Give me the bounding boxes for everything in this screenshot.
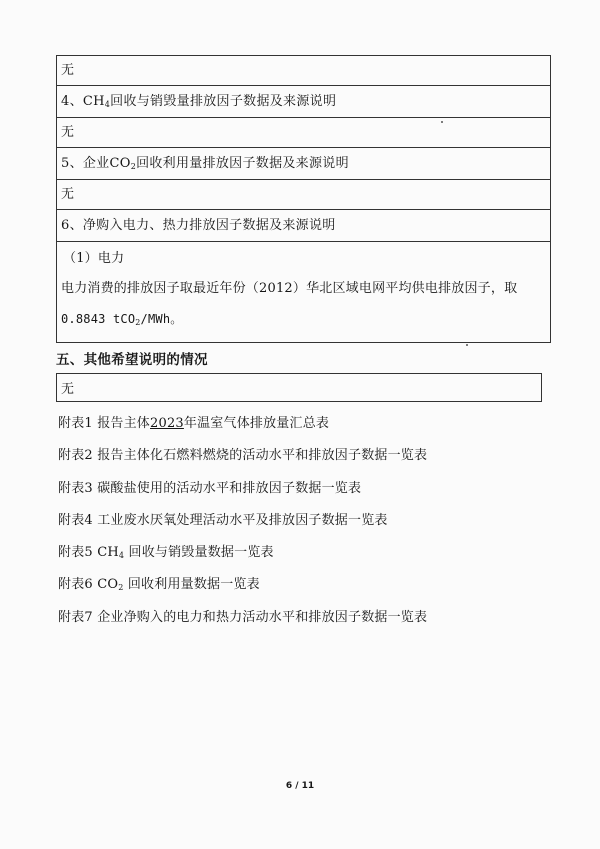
appendix-item-2: 附表2 报告主体化石燃料燃烧的活动水平和排放因子数据一览表 [58, 448, 428, 464]
table-heading-row [57, 210, 550, 242]
value-text: 无 [61, 125, 75, 140]
data-source-table [56, 55, 551, 343]
appendix-item-6 [58, 569, 558, 601]
item-value [61, 304, 546, 334]
subscript: 4 [104, 99, 111, 109]
table-heading-row [57, 86, 550, 118]
subscript: 4 [118, 551, 125, 561]
appendix-list [58, 408, 558, 634]
appendix-item-4: 附表4 工业废水厌氧处理活动水平及排放因子数据一览表 [58, 512, 388, 528]
section-title: 五、其他希望说明的情况 [56, 352, 208, 368]
table-row [57, 180, 550, 210]
section-value-box [56, 373, 542, 402]
appendix-text: 年温室气体排放量汇总表 [183, 416, 330, 431]
subscript: 2 [130, 161, 137, 171]
scan-speck [466, 344, 468, 346]
table-row [57, 56, 550, 86]
electricity-description-cell [57, 242, 550, 343]
page-number: 6 / 11 [285, 781, 315, 791]
appendix-item-5 [58, 537, 558, 569]
item-label: （1）电力 [63, 251, 125, 266]
appendix-year: 2023 [150, 416, 184, 431]
value-text: 无 [61, 63, 75, 78]
heading-co2 [61, 157, 349, 171]
subscript: 2 [118, 583, 124, 593]
value-text: 无 [61, 382, 75, 397]
appendix-text: 回收利用量数据一览表 [123, 577, 260, 593]
heading-text: 4、CH [61, 93, 105, 109]
appendix-item-1 [58, 408, 558, 440]
appendix-item-3: 附表3 碳酸盐使用的活动水平和排放因子数据一览表 [58, 480, 362, 496]
subscript: 2 [135, 318, 141, 327]
appendix-item-7: 附表7 企业净购入的电力和热力活动水平和排放因子数据一览表 [58, 609, 428, 625]
appendix-text: 附表1 报告主体 [58, 416, 151, 431]
scan-speck [441, 121, 443, 123]
value-number: 0.8843 tCO [61, 312, 136, 326]
heading-text: 6、净购入电力、热力排放因子数据及来源说明 [61, 218, 336, 233]
heading-text: 回收利用量排放因子数据及来源说明 [136, 155, 349, 171]
heading-text: 5、企业CO [61, 155, 131, 171]
item-text: 电力消费的排放因子取最近年份（2012）华北区域电网平均供电排放因子，取 [61, 281, 518, 296]
appendix-text: 附表5 CH [58, 545, 119, 561]
table-heading-row [57, 148, 550, 180]
appendix-text: 附表6 CO [58, 577, 119, 593]
table-row [57, 118, 550, 148]
value-unit: /MWh。 [140, 312, 183, 326]
appendix-text: 回收与销毁量数据一览表 [124, 545, 274, 561]
heading-text: 回收与销毁量排放因子数据及来源说明 [110, 93, 337, 109]
value-text: 无 [61, 187, 75, 202]
heading-ch4 [61, 95, 336, 109]
